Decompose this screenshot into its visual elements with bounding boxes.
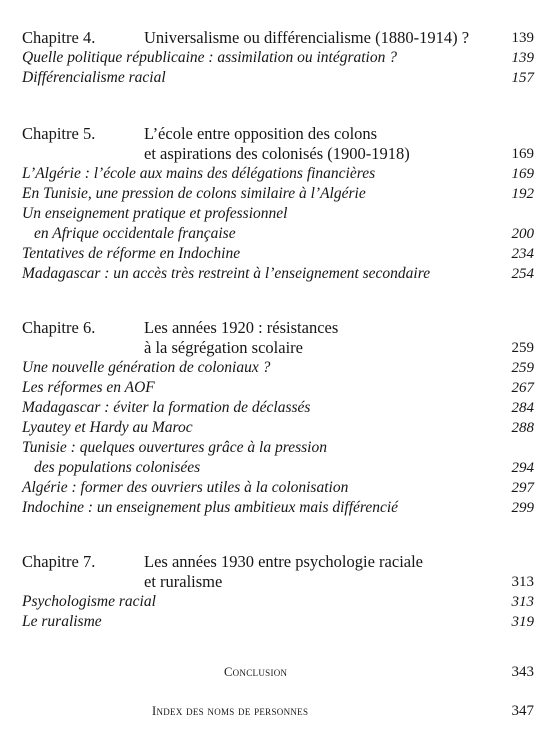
page-number: 157 xyxy=(511,70,534,86)
section-title: Le ruralisme xyxy=(22,613,102,630)
section-entry xyxy=(22,164,534,184)
page-number: 294 xyxy=(511,460,534,476)
conclusion-label: Conclusion xyxy=(224,665,288,679)
index-entry xyxy=(22,701,534,721)
section-title: L’Algérie : l’école aux mains des délégations financières xyxy=(22,165,376,182)
chapter-heading xyxy=(22,318,534,338)
page-number: 169 xyxy=(511,166,534,182)
chapter-heading xyxy=(22,28,534,48)
section-entry xyxy=(22,398,534,418)
section-entry xyxy=(22,68,534,88)
section-title: Lyautey et Hardy au Maroc xyxy=(22,419,193,436)
chapter-label: Chapitre 6. xyxy=(22,318,96,337)
section-title-continued: en Afrique occidentale française xyxy=(34,225,236,242)
page-number: 284 xyxy=(511,400,534,416)
section-entry xyxy=(22,244,534,264)
page-number: 347 xyxy=(511,703,534,719)
section-title: Madagascar : éviter la formation de déclassés xyxy=(22,399,311,416)
chapter-label: Chapitre 7. xyxy=(22,552,96,571)
section-entry xyxy=(22,378,534,398)
chapter-title: Les années 1920 : résistances xyxy=(144,318,339,337)
page-number: 288 xyxy=(511,420,534,436)
chapter-title-continued: et aspirations des colonisés (1900-1918) xyxy=(144,144,410,163)
chapter-label: Chapitre 4. xyxy=(22,28,96,47)
section-entry xyxy=(22,418,534,438)
section-title: Tunisie : quelques ouvertures grâce à la pression xyxy=(22,439,327,456)
chapter-heading xyxy=(22,124,534,144)
page-number: 267 xyxy=(511,380,534,396)
chapter-heading-continued xyxy=(22,572,534,592)
section-title: Différencialisme racial xyxy=(22,69,166,86)
page-number: 234 xyxy=(511,246,534,262)
section-title: Madagascar : un accès très restreint à l’enseignement secondaire xyxy=(22,265,431,282)
section-title: Les réformes en AOF xyxy=(22,379,155,396)
section-entry xyxy=(22,184,534,204)
chapter-title: Les années 1930 entre psychologie raciale xyxy=(144,552,424,571)
section-title: Indochine : un enseignement plus ambitieux mais différencié xyxy=(22,499,399,516)
page-number: 313 xyxy=(511,594,534,610)
page-number: 313 xyxy=(511,574,534,590)
section-title: Quelle politique républicaine : assimilation ou intégration ? xyxy=(22,49,397,66)
chapter-title: L’école entre opposition des colons xyxy=(144,124,378,143)
section-title-continued: des populations colonisées xyxy=(34,459,201,476)
page-number: 200 xyxy=(511,226,534,242)
section-entry xyxy=(22,48,534,68)
section-title: Un enseignement pratique et professionnel xyxy=(22,205,288,222)
section-title: Tentatives de réforme en Indochine xyxy=(22,245,241,262)
section-title: Une nouvelle génération de coloniaux ? xyxy=(22,359,271,376)
section-entry xyxy=(22,592,534,612)
page-number: 139 xyxy=(511,50,534,66)
chapter-heading-continued xyxy=(22,338,534,358)
section-title: Psychologisme racial xyxy=(22,593,156,610)
page-number: 259 xyxy=(511,360,534,376)
section-entry xyxy=(22,204,534,224)
section-entry xyxy=(22,478,534,498)
page-number: 319 xyxy=(511,614,534,630)
section-title: En Tunisie, une pression de colons similaire à l’Algérie xyxy=(22,185,366,202)
chapter-heading-continued xyxy=(22,144,534,164)
page-number: 192 xyxy=(511,186,534,202)
page-number: 259 xyxy=(511,340,534,356)
page-number: 343 xyxy=(511,664,534,680)
chapter-label: Chapitre 5. xyxy=(22,124,96,143)
section-entry-continued xyxy=(22,224,534,244)
chapter-title-continued: et ruralisme xyxy=(144,572,223,591)
section-entry xyxy=(22,358,534,378)
chapter-title-continued: à la ségrégation scolaire xyxy=(144,338,303,357)
section-entry xyxy=(22,498,534,518)
chapter-title: Universalisme ou différencialisme (1880-1914) ? xyxy=(144,28,470,47)
page-number: 169 xyxy=(511,146,534,162)
page-number: 139 xyxy=(511,30,534,46)
chapter-heading xyxy=(22,552,534,572)
page-number: 297 xyxy=(511,480,534,496)
index-label: Index des noms de personnes xyxy=(152,704,309,718)
section-entry xyxy=(22,612,534,632)
conclusion-entry xyxy=(22,662,534,682)
section-entry xyxy=(22,264,534,284)
section-title: Algérie : former des ouvriers utiles à la colonisation xyxy=(22,479,349,496)
section-entry xyxy=(22,438,534,458)
page-number: 254 xyxy=(511,266,534,282)
section-entry-continued xyxy=(22,458,534,478)
page-number: 299 xyxy=(511,500,534,516)
